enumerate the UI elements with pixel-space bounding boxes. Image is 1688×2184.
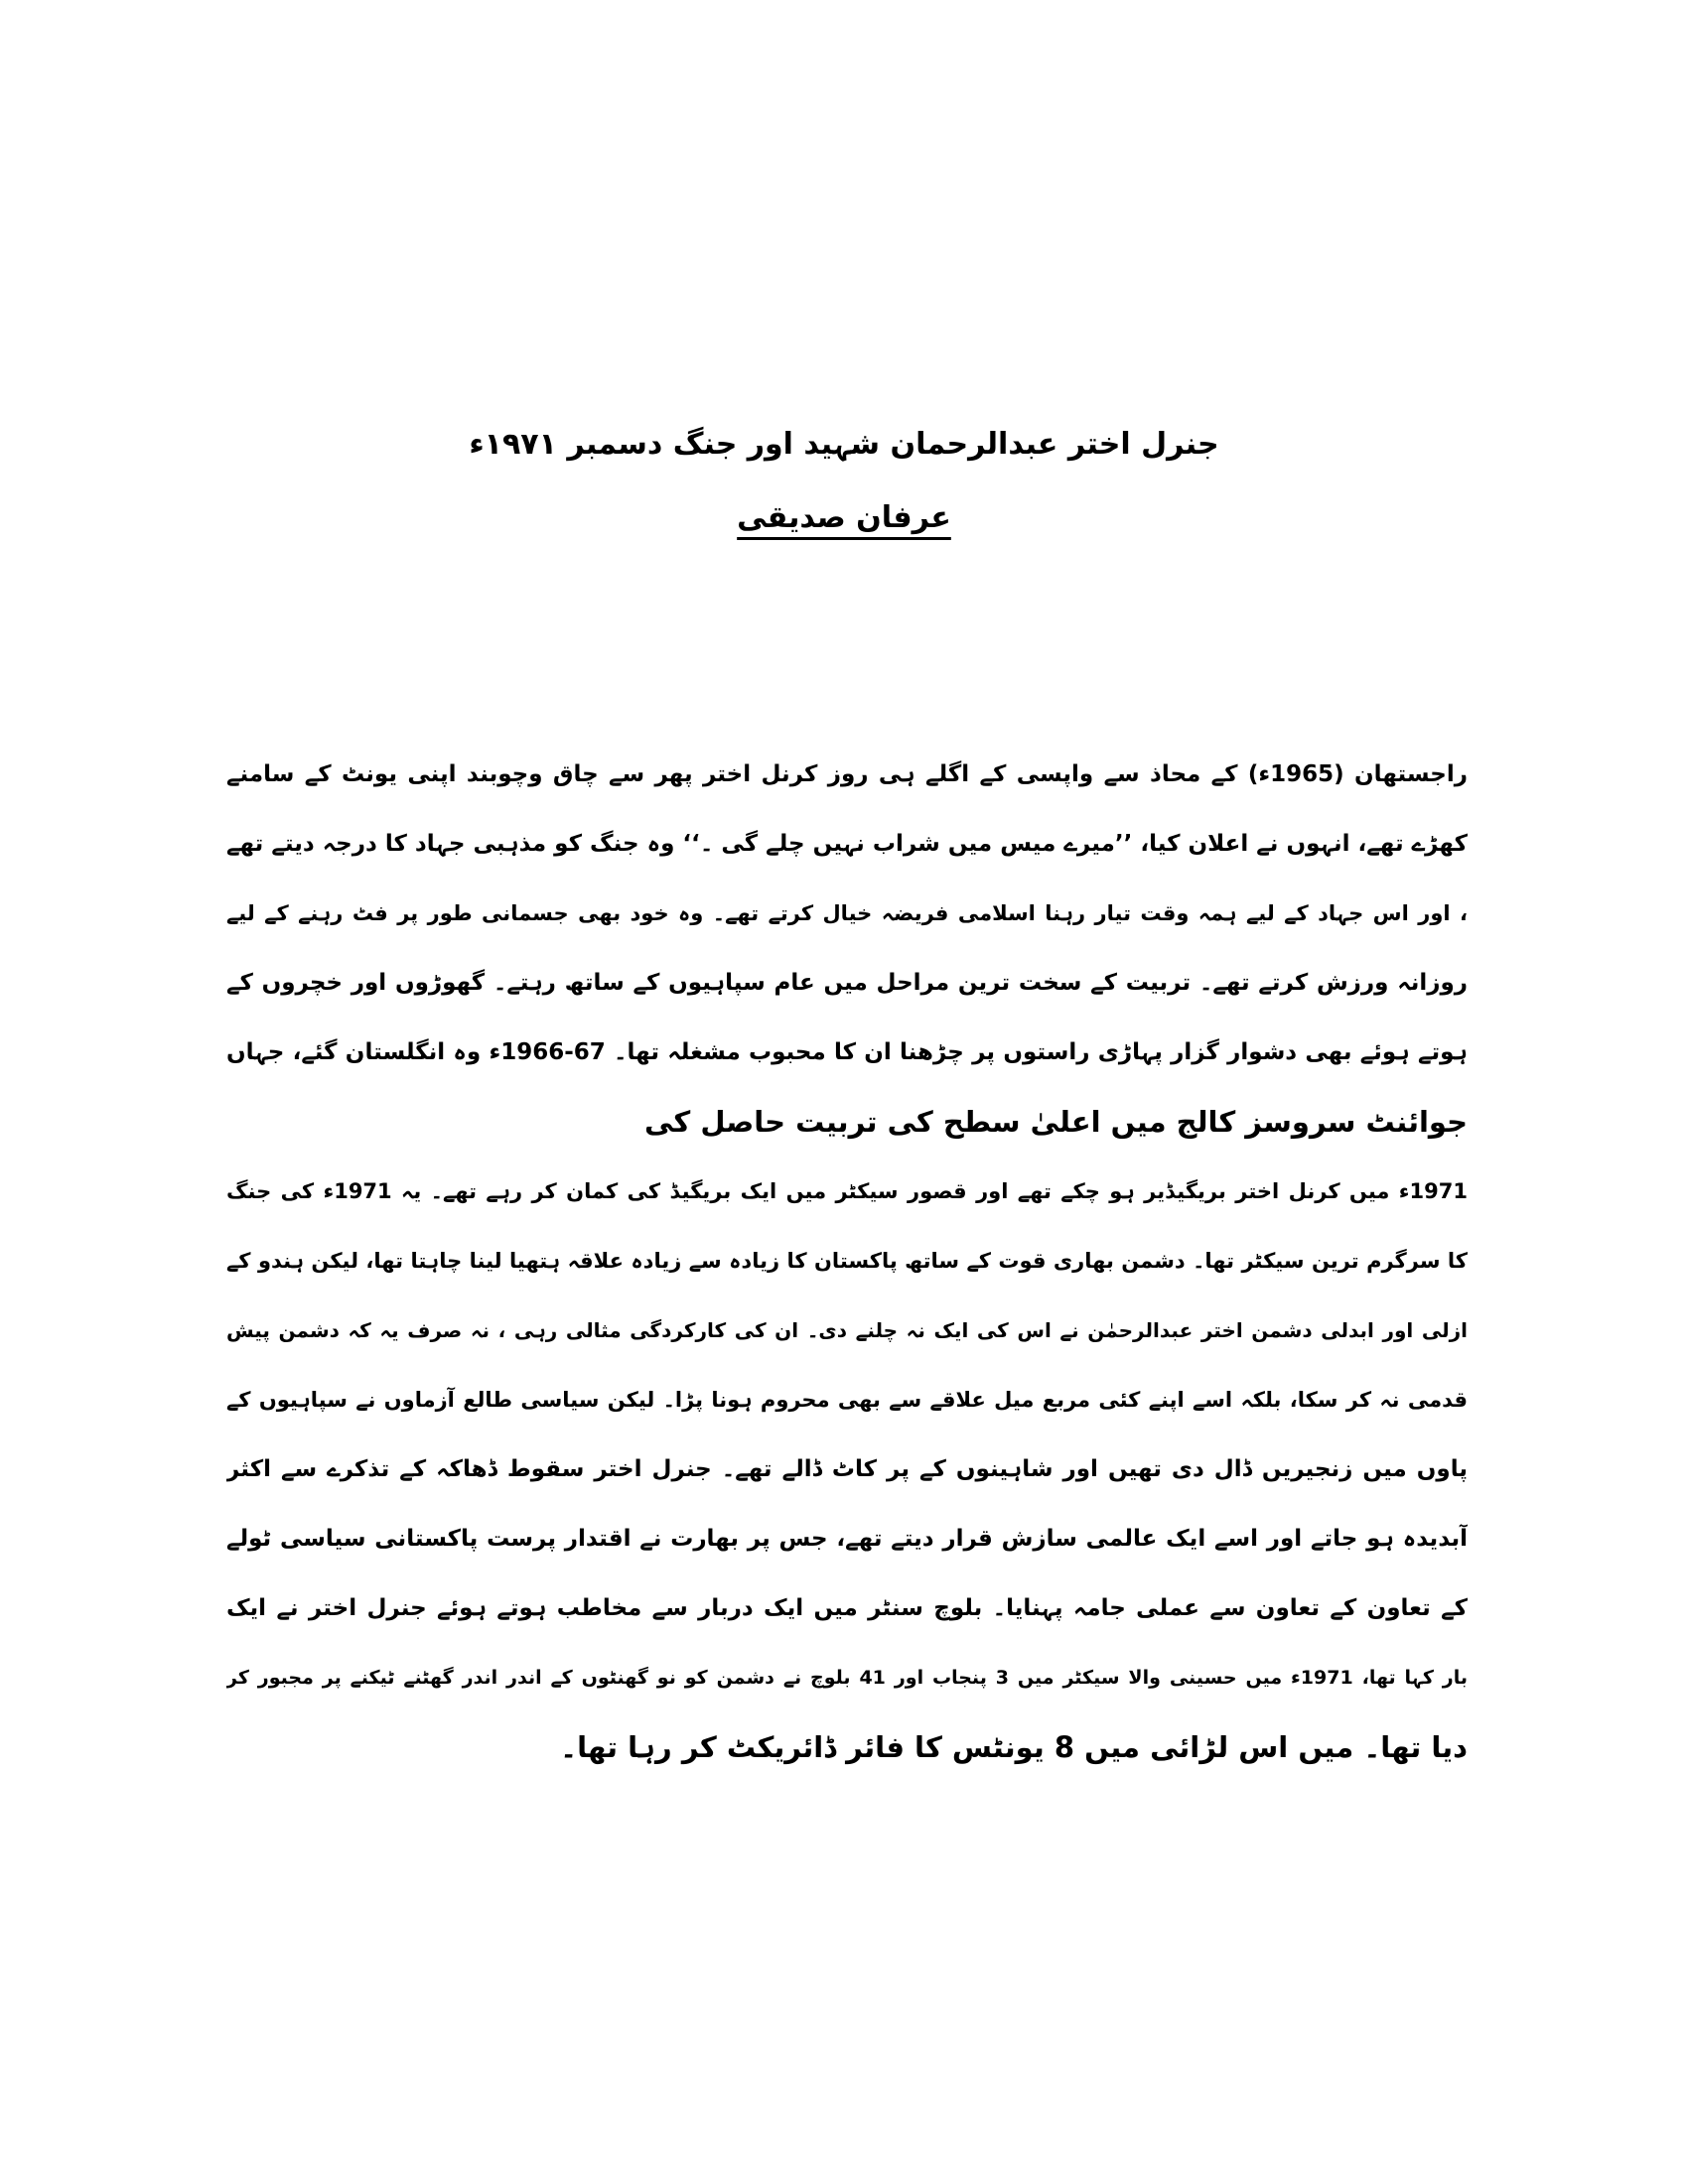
document-body	[226, 740, 1468, 1782]
text-line: کے تعاون کے تعاون سے عملی جامہ پہنایا۔ بلوچ سنٹر میں ایک دربار سے مخاطب ہوتے ہوئے جنرل اختر نے ایک	[226, 1595, 1468, 1621]
text-line: پاوں میں زنجیریں ڈال دی تھیں اور شاہینوں کے پر کاٹ ڈالے تھے۔ جنرل اختر سقوط ڈھاکہ کے تذکرے سے اکثر	[226, 1456, 1468, 1482]
text-line: ہوتے ہوئے بھی دشوار گزار پہاڑی راستوں پر چڑھنا ان کا محبوب مشغلہ تھا۔ 67-1966ء وہ انگلستان گئے، جہاں	[226, 1039, 1468, 1065]
text-line: دیا تھا۔ میں اس لڑائی میں 8 یونٹس کا فائر ڈائریکٹ کر رہا تھا۔	[560, 1730, 1468, 1764]
text-line: ازلی اور ابدلی دشمن اختر عبدالرحمٰن نے اس کی ایک نہ چلنے دی۔ ان کی کارکردگی مثالی رہی ، نہ صرف یہ کہ دشمن پیش	[226, 1318, 1468, 1342]
text-line: قدمی نہ کر سکا، بلکہ اسے اپنے کئی مربع میل علاقے سے بھی محروم ہونا پڑا۔ لیکن سیاسی طالع آزماوں نے سپاہیوں کے	[226, 1388, 1468, 1412]
text-line: جوائنٹ سروسز کالج میں اعلیٰ سطح کی تربیت حاصل کی	[644, 1105, 1468, 1139]
text-line: روزانہ ورزش کرتے تھے۔ تربیت کے سخت ترین مراحل میں عام سپاہیوں کے ساتھ رہتے۔ گھوڑوں اور خچروں کے	[226, 970, 1468, 996]
document-title: جنرل اختر عبدالرحمان شہید اور جنگ دسمبر ۱۹۷۱ء	[469, 427, 1219, 462]
text-line: بار کہا تھا، 1971ء میں حسینی والا سیکٹر میں 3 پنجاب اور 41 بلوچ نے دشمن کو نو گھنٹوں کے اندر اندر گھٹنے ٹیکنے پر مجبور کر	[226, 1667, 1468, 1689]
author-name-text: عرفان صدیقی	[737, 500, 951, 535]
paragraph-1	[226, 740, 1468, 1157]
text-line: کھڑے تھے، انہوں نے اعلان کیا، ’’میرے میس میں شراب نہیں چلے گی ۔‘‘ وہ جنگ کو مذہبی جہاد کا درجہ دیتے تھے	[226, 831, 1468, 857]
text-line: راجستھان (1965ء) کے محاذ سے واپسی کے اگلے ہی روز کرنل اختر پھر سے چاق وچوبند اپنی یونٹ کے سامنے	[226, 761, 1468, 787]
text-line: 1971ء میں کرنل اختر بریگیڈیر ہو چکے تھے اور قصور سیکٹر میں ایک بریگیڈ کی کمان کر رہے تھے۔ یہ 1971ء کی جنگ	[226, 1179, 1468, 1203]
text-line: آبدیدہ ہو جاتے اور اسے ایک عالمی سازش قرار دیتے تھے، جس پر بھارت نے اقتدار پرست پاکستانی سیاسی ٹولے	[226, 1526, 1468, 1552]
paragraph-2	[226, 1157, 1468, 1782]
text-line: کا سرگرم ترین سیکٹر تھا۔ دشمن بھاری قوت کے ساتھ پاکستان کا زیادہ سے زیادہ علاقہ ہتھیا لینا چاہتا تھا، لیکن ہندو کے	[226, 1249, 1468, 1273]
author-name	[496, 488, 1192, 548]
text-line: ، اور اس جہاد کے لیے ہمہ وقت تیار رہنا اسلامی فریضہ خیال کرتے تھے۔ وہ خود بھی جسمانی طور پر فٹ رہنے کے لیے	[226, 901, 1468, 925]
